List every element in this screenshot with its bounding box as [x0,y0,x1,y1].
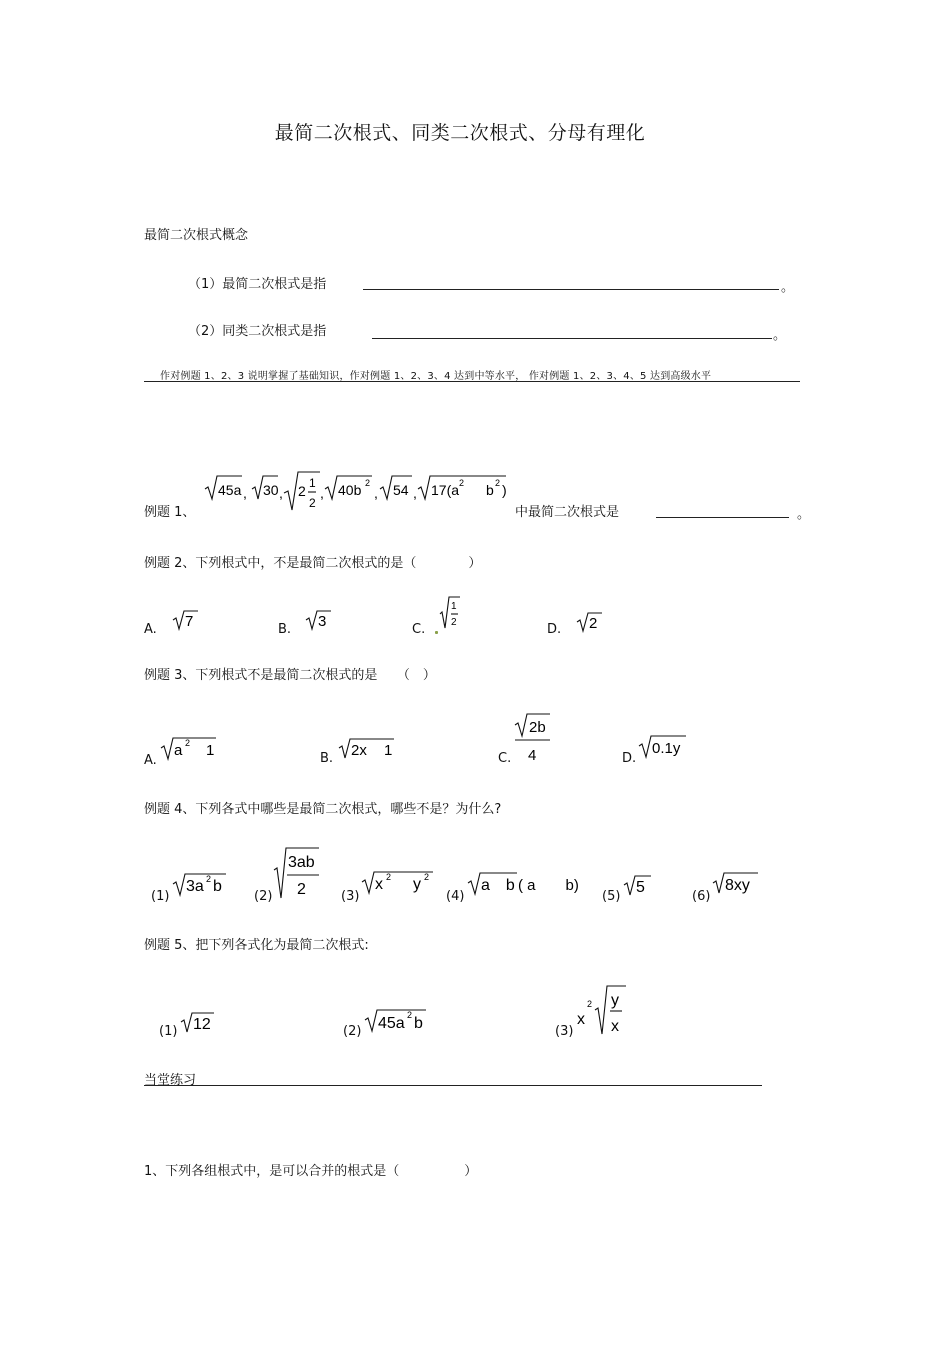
svg-text:1: 1 [384,742,393,759]
example-2-option-b-label: B. [278,622,292,637]
example-3-option-b-label: B. [320,751,334,766]
example-1-end: 。 [797,507,811,522]
svg-text:2: 2 [297,881,306,898]
svg-text:a b: a b [481,877,515,894]
example-3-option-a-label: A. [144,753,157,768]
example-4-item-5-label: (5) [602,889,621,904]
example-3-option-b-expr [336,735,398,763]
example-1-radicand-54: 54 [393,482,409,498]
svg-text:5: 5 [636,879,645,896]
example-4-item-2-expr [271,846,323,902]
example-4-item-5-expr [621,873,653,901]
example-1-label: 例题 1、 [144,505,196,520]
svg-text:4: 4 [528,747,537,764]
example-1-expression [200,470,512,514]
example-4-item-4-label: (4) [446,889,465,904]
svg-text:12: 12 [193,1016,211,1033]
svg-text:3ab: 3ab [288,854,315,871]
svg-text:7: 7 [185,613,194,630]
example-1-mixed-whole: 2 [298,483,306,499]
svg-text:2b: 2b [529,719,546,736]
svg-text:2: 2 [407,1010,413,1020]
example-1-suffix: 中最简二次根式是 [515,505,620,520]
example-1-answer-blank[interactable] [656,517,789,518]
practice-heading: 当堂练习 [144,1073,197,1088]
example-2-option-a-expr [170,608,200,634]
example-3-option-a-expr [158,734,220,764]
concept-heading: 最简二次根式概念 [144,228,249,243]
svg-text:x: x [375,876,383,893]
concept-item-1: （1）最简二次根式是指 [188,277,327,292]
svg-text:): ) [502,482,507,498]
example-3-option-c-label: C. [498,751,512,766]
example-4-item-3-label: (3) [341,889,360,904]
svg-text:3: 3 [318,613,327,630]
example-4-item-1-expr [170,870,230,900]
svg-text:2: 2 [424,872,430,882]
example-5-item-1-expr [178,1010,218,1038]
svg-text:2: 2 [589,615,598,632]
concept-item-2-blank[interactable] [372,338,772,339]
example-3-option-d-expr [636,732,690,762]
svg-text:a: a [174,742,183,759]
svg-text:45a: 45a [378,1015,405,1032]
svg-text:3a: 3a [186,878,204,895]
svg-text:2: 2 [185,738,191,748]
svg-text:0.1y: 0.1y [652,740,681,757]
practice-rule [144,1085,762,1086]
svg-text:( a b): ( a b) [518,877,579,894]
example-4-question: 例题 4、下列各式中哪些是最简二次根式，哪些不是？为什么? [144,802,502,817]
svg-text:,: , [279,485,283,501]
svg-text:1: 1 [206,742,215,759]
example-2-option-d-expr [574,610,604,636]
svg-text:,: , [374,485,378,501]
concept-item-1-blank[interactable] [363,289,779,290]
concept-item-1-end: 。 [781,280,795,295]
example-5-question: 例题 5、把下列各式化为最简二次根式: [144,938,369,953]
example-5-item-3-expr [574,984,630,1040]
svg-text:y: y [611,992,619,1009]
example-2-option-c-label: C. [412,622,426,637]
example-1-mixed-den: 2 [309,496,316,510]
example-5-item-2-expr [362,1006,432,1036]
example-4-item-3-expr [359,868,437,898]
example-1-mixed-num: 1 [309,476,316,490]
page-title: 最简二次根式、同类二次根式、分母有理化 [274,122,646,144]
example-4-item-6-label: (6) [692,889,711,904]
example-3-question: 例题 3、下列根式不是最简二次根式的是 （ ） [144,668,436,683]
svg-text:y: y [413,876,421,893]
example-1-radicand-30: 30 [263,482,279,498]
grading-note-rule [144,381,800,382]
svg-text:,: , [413,485,417,501]
example-2-question: 例题 2、下列根式中，不是最简二次根式的是（ ） [144,556,482,571]
svg-text:2: 2 [386,872,392,882]
example-3-option-d-label: D. [622,751,637,766]
example-4-item-4-expr [465,869,581,899]
example-2-option-b-expr [303,608,333,634]
example-1-radicand-45a: 45a [218,482,242,498]
example-4-item-2-label: (2) [254,889,273,904]
example-3-option-c-expr [512,710,556,766]
example-5-item-2-label: (2) [343,1024,362,1039]
grading-note: 作对例题 1、2、3 说明掌握了基础知识，作对例题 1、2、3、4 达到中等水平， 作对例题 1、2、3、4、5 达到高级水平 [160,371,712,382]
svg-text:b: b [414,1015,423,1032]
example-2-option-a-label: A. [144,622,157,637]
svg-text:x: x [611,1018,619,1035]
example-4-item-1-label: (1) [151,889,170,904]
svg-text:8xy: 8xy [725,877,750,894]
svg-text:2x: 2x [351,742,367,759]
example-5-item-3-label: (3) [555,1024,574,1039]
svg-text:2: 2 [459,478,465,488]
concept-item-2: （2）同类二次根式是指 [188,324,327,339]
svg-text:2: 2 [495,478,501,488]
svg-text:b: b [486,482,494,498]
example-1-radicand-17: 17(a [431,482,460,498]
svg-text:,: , [320,485,324,501]
svg-text:2: 2 [451,617,457,628]
svg-text:b: b [213,878,222,895]
example-1-radicand-40b: 40b [338,482,362,498]
example-4-item-6-expr [710,870,762,898]
svg-text:x: x [577,1011,585,1028]
example-2-option-d-label: D. [547,622,562,637]
concept-item-2-end: 。 [773,328,787,343]
practice-question-1: 1、下列各组根式中，是可以合并的根式是（ ） [144,1164,478,1179]
svg-text:2: 2 [365,478,371,488]
example-5-item-1-label: (1) [159,1024,178,1039]
svg-text:,: , [243,485,247,501]
svg-text:2: 2 [587,999,593,1009]
svg-text:2: 2 [206,874,212,884]
svg-text:1: 1 [451,601,457,612]
example-2-option-c-expr [438,594,464,632]
